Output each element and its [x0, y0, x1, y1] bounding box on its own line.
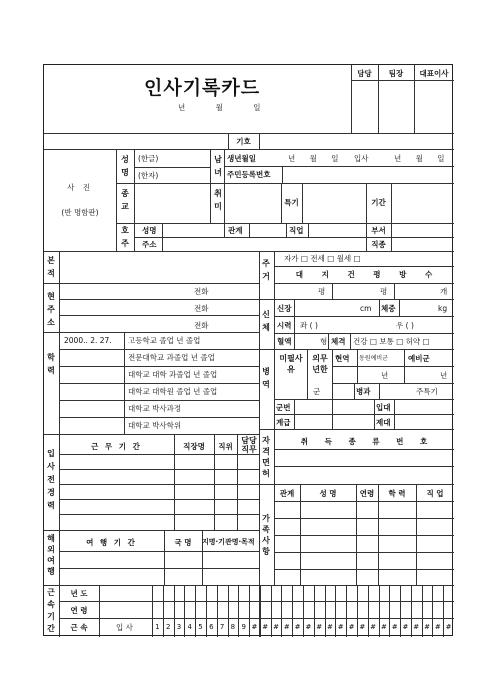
tenure-number: #: [370, 623, 377, 631]
phone-label-1: 전화: [194, 287, 209, 296]
edu-row-6: 대학교 박사학위: [128, 421, 182, 430]
education-label: 학력: [47, 353, 55, 375]
approval-ceo: 대표이사: [419, 69, 449, 78]
license-label: 자격면허: [262, 436, 270, 478]
active-years: 년: [381, 371, 389, 380]
address-label: 주소: [142, 240, 157, 249]
reserve-label: 예비군: [408, 354, 430, 363]
tenure-number: #: [316, 623, 323, 631]
skill-label: 특기: [284, 198, 299, 207]
body-label: 신체: [262, 310, 270, 332]
phone-label-3: 전화: [194, 321, 209, 330]
date-line: 년 월 일: [178, 103, 275, 112]
tenure-number: #: [348, 623, 355, 631]
tenure-number: #: [359, 623, 366, 631]
tenure-number: #: [402, 623, 409, 631]
hh-name-label: 성명: [142, 226, 157, 235]
birth-value: 년 월 일: [288, 154, 339, 163]
blood-unit: 형: [320, 337, 328, 346]
religion-label: 종교: [121, 189, 129, 211]
build-options: 건강 □ 보통 □ 허약 □: [353, 337, 430, 346]
abroad-col-period: 여 행 기 간: [86, 538, 137, 547]
build-label: 체격: [331, 337, 346, 346]
tenure-number: #: [273, 623, 279, 631]
weight-label: 체중: [381, 304, 396, 313]
branch-label: 병과: [356, 387, 371, 396]
hobby-label: 취미: [214, 189, 222, 211]
tenure-number: #: [445, 623, 452, 631]
relation-label: 관계: [228, 226, 243, 235]
abroad-col-purpose: 지명·기관명·목적: [202, 538, 255, 546]
tenure-number: #: [413, 623, 420, 631]
housing-label: 주거: [262, 259, 270, 281]
rank-label: 계급: [276, 418, 291, 427]
tenure-number: 7: [219, 623, 225, 631]
housing-area-header: 대 지 건 평 방 수: [295, 270, 433, 279]
rooms-unit: 개: [440, 287, 448, 296]
career-col-duty: 담당직무: [241, 436, 257, 454]
family-label: 가족사항: [262, 514, 270, 556]
weight-unit: kg: [438, 304, 448, 313]
resident-number-label: 주민등록번호: [227, 170, 271, 179]
height-unit: cm: [360, 304, 372, 313]
discharge-label: 제대: [376, 418, 391, 427]
tenure-number: #: [262, 623, 269, 631]
tenure-number: #: [424, 623, 430, 631]
land-unit: 평: [318, 287, 326, 296]
tenure-number: 3: [176, 623, 182, 631]
tenure-number: #: [294, 623, 301, 631]
tenure-number: #: [251, 623, 258, 631]
name-hanja: (한자): [138, 171, 159, 180]
active-label: 현역: [335, 354, 350, 363]
personnel-record-card: [43, 64, 453, 636]
tenure-number: 2: [165, 623, 171, 631]
householder-label: 호주: [121, 226, 129, 248]
unenlisted-label: 미필사유: [279, 354, 303, 374]
military-label: 병역: [262, 367, 270, 389]
join-label: 입사: [354, 154, 369, 163]
family-col-age: 연령: [359, 489, 375, 498]
license-header: 취 득 종 류 번 호: [300, 437, 428, 446]
specialty-label: 주특기: [416, 387, 438, 396]
tenure-label: 근속기간: [47, 588, 55, 633]
enlist-label: 입대: [376, 403, 391, 412]
code-label: 기호: [236, 137, 251, 146]
career-col-position: 직위: [218, 442, 233, 451]
page-title: 인사기록카드: [144, 77, 261, 99]
vision-left: 좌 ( ): [300, 321, 318, 330]
edu-row-5: 대학교 박사과정: [128, 404, 182, 413]
family-col-relation: 관계: [279, 489, 295, 498]
period-label: 기간: [371, 198, 386, 207]
birth-label: 생년월일: [227, 154, 256, 163]
height-label: 신장: [277, 304, 292, 313]
reserve-years: 년: [440, 371, 448, 380]
tenure-age-label: 연 령: [70, 606, 88, 615]
tenure-number: #: [337, 623, 344, 631]
edu-row-1: 고등학교 졸업 년 졸업: [128, 336, 201, 345]
join-value: 년 월 일: [394, 154, 445, 163]
tenure-number: #: [434, 623, 441, 631]
tenure-number: 4: [187, 623, 192, 631]
tenure-number: #: [283, 623, 290, 631]
mobilization-reserve-label: 동원예비군: [359, 355, 388, 362]
vision-right: 우 ( ): [396, 321, 414, 330]
edu-row-2: 전문대학교 과졸업 년 졸업: [128, 353, 215, 362]
abroad-col-country: 국 명: [174, 538, 192, 547]
dept-label: 부서: [371, 226, 386, 235]
photo-label: 사 진: [67, 183, 93, 192]
current-address-label: 현주소: [47, 292, 55, 327]
edu-first-date: 2000.. 2. 27.: [64, 336, 112, 345]
branch-unit: 군: [313, 387, 321, 396]
service-years-label: 의무년한: [312, 354, 328, 374]
tenure-number: 9: [241, 623, 246, 631]
position-label: 직종: [371, 240, 386, 249]
job-label: 직업: [289, 226, 304, 235]
building-unit: 평: [380, 287, 388, 296]
photo-note: (반 명함판): [61, 208, 99, 217]
edu-row-3: 대학교 대학 과졸업 년 졸업: [128, 370, 218, 379]
family-col-name: 성 명: [319, 489, 337, 498]
vision-label: 시력: [277, 321, 292, 330]
blood-label: 혈액: [277, 337, 292, 346]
career-col-period: 근 무 기 간: [91, 442, 142, 451]
tenure-number: #: [380, 623, 387, 631]
career-col-company: 직장명: [183, 442, 205, 451]
tenure-number: 1: [155, 623, 160, 631]
tenure-service-label: 근 속: [70, 623, 88, 632]
edu-row-4: 대학교 대학원 졸업 년 졸업: [128, 387, 218, 396]
phone-label-2: 전화: [194, 304, 209, 313]
tenure-number: 8: [230, 623, 236, 631]
tenure-number: #: [391, 623, 398, 631]
housing-options: 자가 □ 전세 □ 월세 □: [284, 254, 361, 263]
tenure-number: 5: [198, 623, 203, 631]
approval-staff: 담당: [357, 69, 372, 78]
tenure-join-label: 입 사: [116, 623, 133, 632]
tenure-year-label: 년 도: [70, 589, 88, 598]
name-label: 성명: [121, 155, 129, 177]
name-korean: (한글): [138, 154, 159, 163]
gender-label: 남녀: [214, 155, 222, 177]
service-number-label: 군번: [276, 403, 291, 412]
family-col-occupation: 직 업: [426, 489, 444, 498]
domicile-label: 본적: [47, 256, 55, 278]
approval-manager: 팀장: [388, 69, 404, 78]
tenure-number: #: [305, 623, 312, 631]
family-col-education: 학 력: [388, 489, 406, 498]
abroad-label: 해외여행: [47, 534, 55, 576]
tenure-number: #: [327, 623, 333, 631]
tenure-number: 6: [209, 623, 214, 631]
career-label: 입사전경력: [47, 449, 55, 510]
